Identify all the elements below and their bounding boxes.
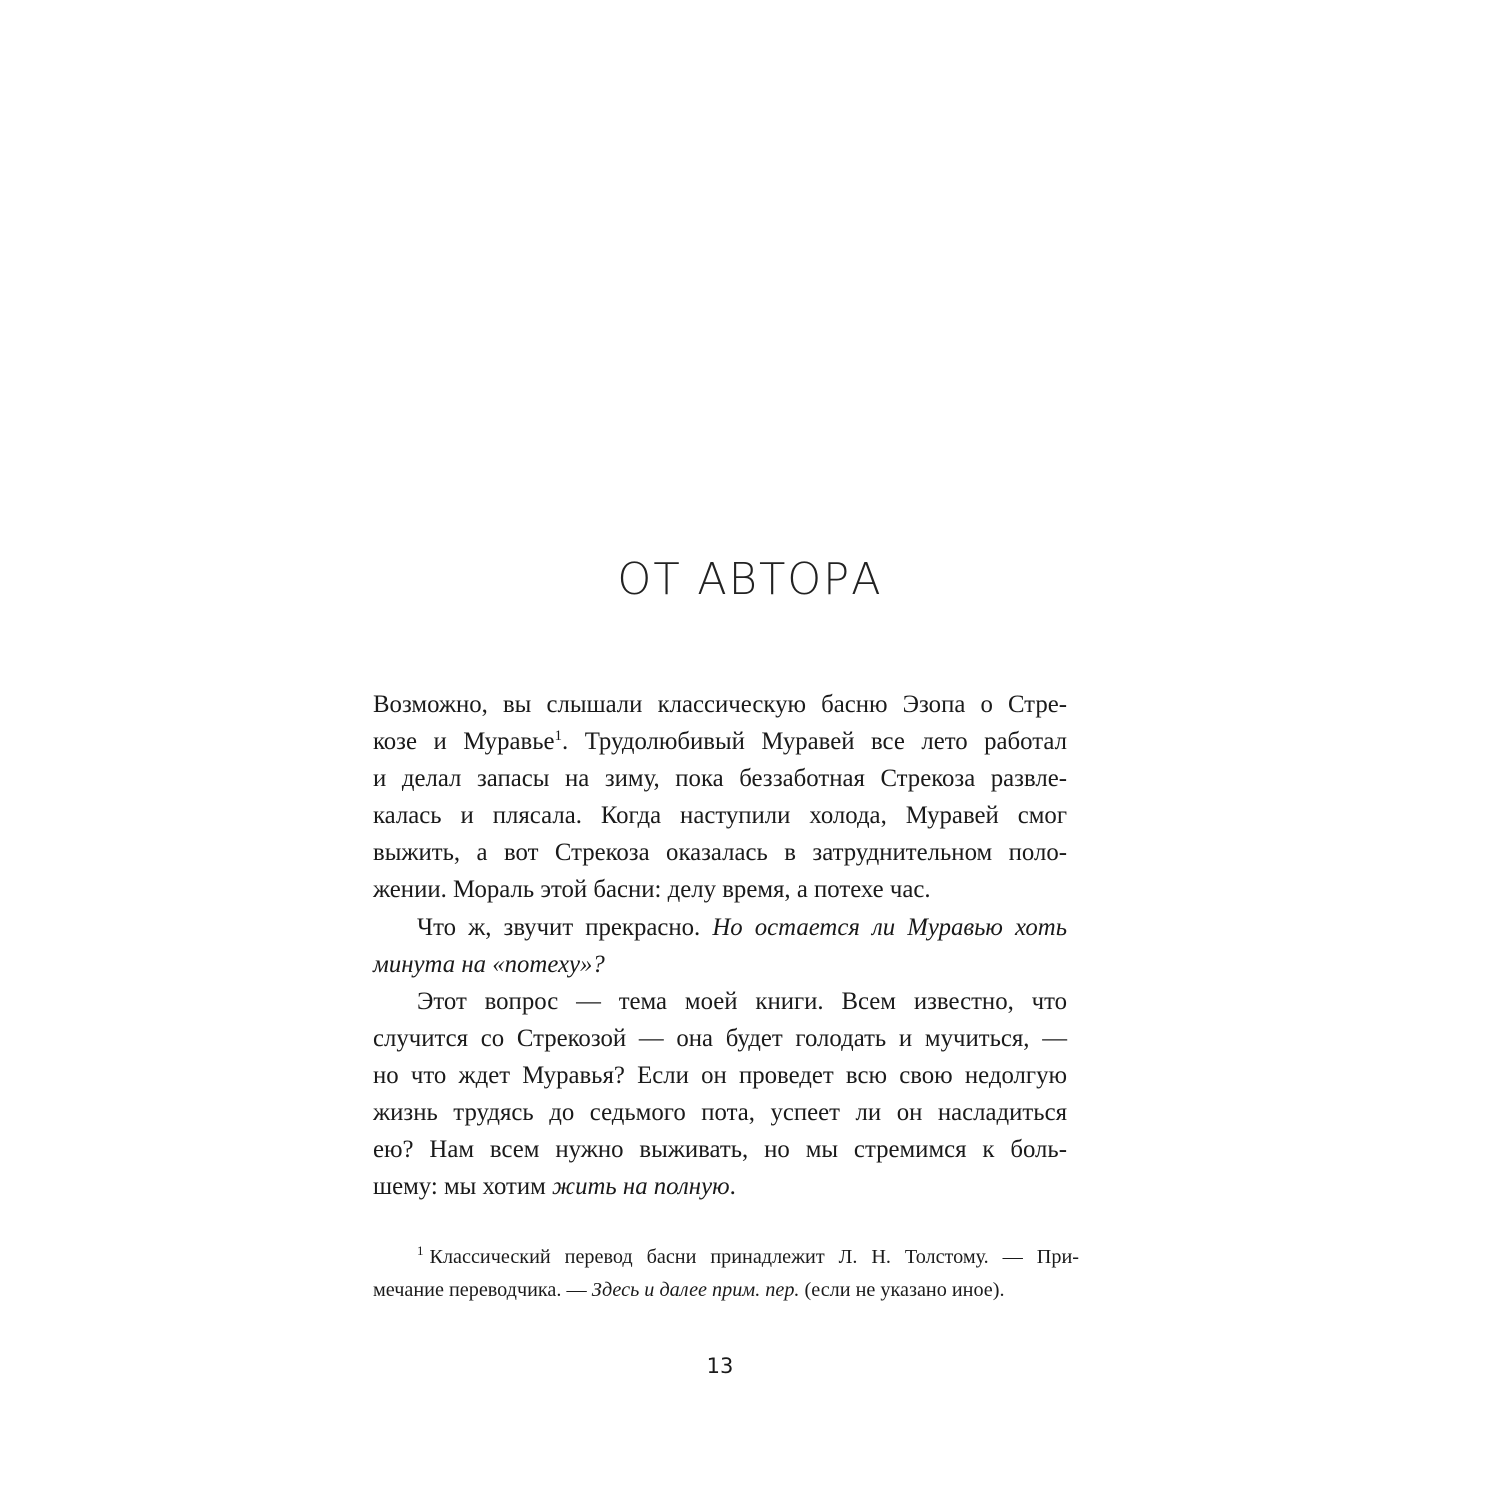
italic-text: жить на полную <box>552 1173 730 1201</box>
text-span: . <box>729 1173 736 1201</box>
text-span: (если не указано иное). <box>799 1279 1005 1301</box>
text-line: Этот вопрос — тема моей книги. Всем известно, что <box>417 987 1067 1015</box>
paragraph-1 <box>373 686 1067 909</box>
paragraph-2 <box>373 909 1067 983</box>
text-line: и делал запасы на зиму, пока беззаботная Стрекоза развле- <box>373 765 1067 793</box>
body-text <box>373 686 1067 1205</box>
text-line: калась и плясала. Когда наступили холода, Муравей смог <box>373 802 1067 830</box>
text-span: Что ж, звучит прекрасно. <box>417 913 713 941</box>
chapter-title: ОТ АВТОРА <box>617 554 883 605</box>
text-line <box>373 909 1067 946</box>
footnote-mark: 1 <box>417 1243 424 1258</box>
text-span: козе и Муравье <box>373 728 555 756</box>
footnote-reference[interactable]: 1 <box>554 728 563 745</box>
italic-text: минута на «потеху»? <box>373 950 605 978</box>
text-span: мечание переводчика. — <box>373 1279 592 1301</box>
text-line: жении. Мораль этой басни: делу время, а потехе час. <box>373 876 931 904</box>
text-span: шему: мы хотим <box>373 1173 553 1201</box>
text-span: Классический перевод басни принадлежит Л. Н. Толстому. — При- <box>429 1246 1079 1268</box>
text-line <box>373 723 1067 760</box>
text-line: но что ждет Муравья? Если он проведет всю свою недолгую <box>373 1061 1067 1089</box>
footnote-line <box>373 1274 1079 1307</box>
text-line: ею? Нам всем нужно выживать, но мы стремимся к боль- <box>373 1136 1067 1164</box>
text-line <box>373 1168 1067 1205</box>
text-line <box>373 946 1067 983</box>
text-line: Возможно, вы слышали классическую басню Эзопа о Стре- <box>373 691 1067 718</box>
paragraph-3 <box>373 983 1067 1206</box>
italic-text: Здесь и далее прим. пер. <box>591 1279 800 1301</box>
text-line: выжить, а вот Стрекоза оказалась в затруднительном поло- <box>373 839 1067 867</box>
text-line: жизнь трудясь до седьмого пота, успеет ли он насладиться <box>373 1099 1067 1127</box>
footnote <box>373 1241 1079 1307</box>
page-number: 13 <box>706 1354 734 1378</box>
footnote-line <box>373 1241 1079 1274</box>
text-span: . Трудолюбивый Муравей все лето работал <box>562 728 1067 756</box>
italic-text: Но остается ли Муравью хоть <box>712 913 1067 941</box>
text-line: случится со Стрекозой — она будет голодать и мучиться, — <box>373 1024 1067 1052</box>
